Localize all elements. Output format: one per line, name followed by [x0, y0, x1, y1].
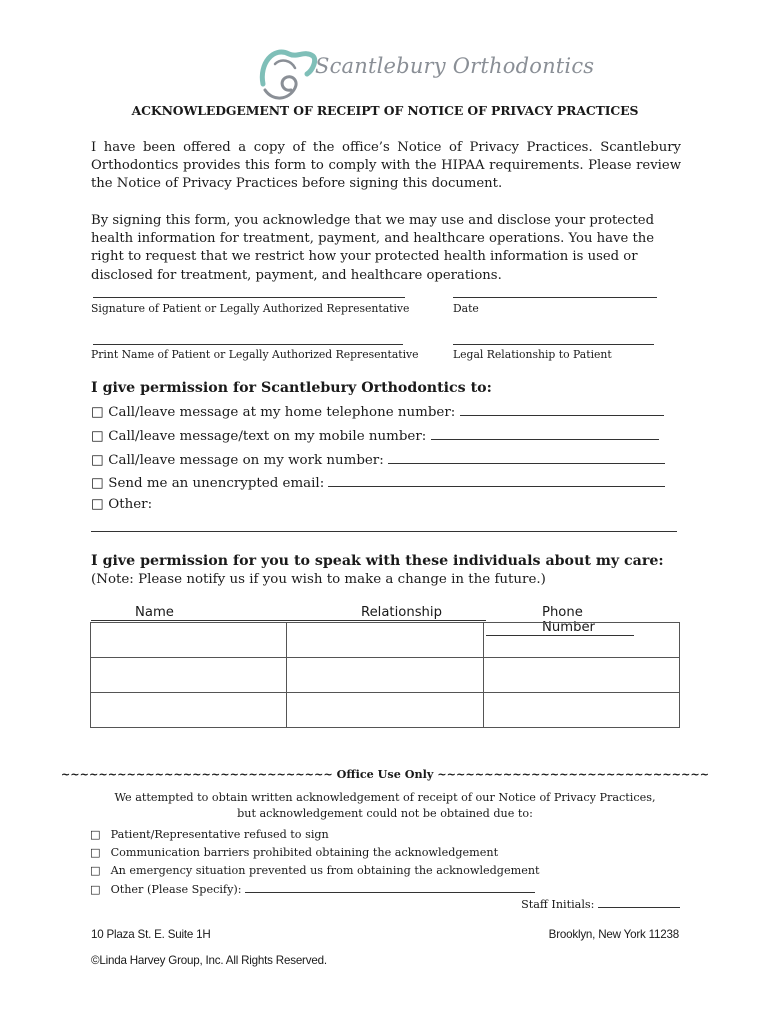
office-item-emergency[interactable] [90, 864, 540, 877]
office-item-label: Communication barriers prohibited obtaining the acknowledgement [110, 846, 499, 859]
date-label: Date [453, 302, 479, 315]
relationship-cell[interactable] [287, 658, 483, 693]
intro-paragraph: I have been offered a copy of the office’s Notice of Privacy Practices. Scantlebury Orthodontics provides this form to comply with the HIPAA requirements. Please review the Notice of Privacy Practices before signing this document. [91, 140, 681, 192]
table-row [91, 693, 680, 728]
address-city: Brooklyn, New York 11238 [548, 928, 679, 941]
care-contacts-table [90, 622, 680, 728]
permissions-heading: I give permission for Scantlebury Orthodontics to: [91, 380, 492, 396]
permission-other[interactable] [91, 497, 152, 512]
email-field[interactable] [328, 474, 665, 487]
relationship-cell[interactable] [287, 623, 483, 658]
relationship-line[interactable] [453, 344, 654, 345]
permission-label: Call/leave message at my home telephone number: [108, 405, 456, 420]
column-header-relationship: Relationship [290, 605, 486, 621]
office-use-description: We attempted to obtain written acknowledgement of receipt of our Notice of Privacy Practices, but acknowledgement could not be obtained due to: [114, 791, 656, 820]
office-use-heading: ~~~~~~~~~~~~~~~~~~~~~~~~~~~~~ Office Use Only ~~~~~~~~~~~~~~~~~~~~~~~~~~~~~ [60, 767, 710, 781]
address-street: 10 Plaza St. E. Suite 1H [91, 928, 211, 941]
staff-initials-field[interactable] [598, 897, 680, 908]
checkbox[interactable]: □ [90, 883, 101, 896]
checkbox[interactable]: □ [91, 453, 104, 468]
logo-text: Scantlebury Orthodontics [315, 54, 595, 78]
permission-label: Other: [108, 497, 153, 512]
home-phone-field[interactable] [460, 403, 664, 416]
name-cell[interactable] [91, 623, 287, 658]
table-row [91, 658, 680, 693]
checkbox[interactable]: □ [90, 846, 101, 859]
column-header-phone: Phone Number [486, 605, 634, 636]
print-name-label: Print Name of Patient or Legally Authorized Representative [91, 348, 419, 361]
permission-label: Call/leave message/text on my mobile number: [108, 429, 427, 444]
document-title: ACKNOWLEDGEMENT OF RECEIPT OF NOTICE OF PRIVACY PRACTICES [131, 103, 639, 118]
checkbox[interactable]: □ [91, 405, 104, 420]
name-cell[interactable] [91, 693, 287, 728]
care-contacts-heading: I give permission for you to speak with these individuals about my care: [91, 553, 664, 569]
office-item-other[interactable] [90, 882, 535, 896]
permission-email[interactable] [91, 474, 665, 491]
care-contacts-note: (Note: Please notify us if you wish to make a change in the future.) [91, 572, 546, 587]
permission-label: Send me an unencrypted email: [108, 476, 325, 491]
column-header-name: Name [91, 605, 290, 621]
office-item-label: Other (Please Specify): [110, 883, 242, 896]
checkbox[interactable]: □ [91, 429, 104, 444]
checkbox[interactable]: □ [91, 497, 104, 512]
checkbox[interactable]: □ [90, 828, 101, 841]
permission-home-phone[interactable] [91, 403, 664, 420]
checkbox[interactable]: □ [91, 476, 104, 491]
staff-initials[interactable] [521, 897, 680, 911]
office-item-label: Patient/Representative refused to sign [110, 828, 329, 841]
consent-paragraph: By signing this form, you acknowledge that we may use and disclose your protected health information for treatment, payment, and healthcare operations. You have the right to request that we restrict how your protected health information is used or disclosed for treatment, payment, and healthcare operations. [91, 213, 655, 283]
phone-cell[interactable] [483, 693, 679, 728]
relationship-cell[interactable] [287, 693, 483, 728]
permission-work-phone[interactable] [91, 451, 665, 468]
staff-initials-label: Staff Initials: [521, 898, 595, 911]
permission-label: Call/leave message on my work number: [108, 453, 384, 468]
other-field-line[interactable] [91, 531, 677, 532]
signature-line[interactable] [93, 297, 405, 298]
office-item-refused[interactable] [90, 828, 329, 841]
office-item-barriers[interactable] [90, 846, 498, 859]
relationship-label: Legal Relationship to Patient [453, 348, 612, 361]
phone-cell[interactable] [483, 623, 679, 658]
table-row [91, 623, 680, 658]
phone-cell[interactable] [483, 658, 679, 693]
checkbox[interactable]: □ [90, 864, 101, 877]
print-name-line[interactable] [93, 344, 403, 345]
copyright-text: ©Linda Harvey Group, Inc. All Rights Reserved. [91, 954, 327, 967]
mobile-field[interactable] [431, 427, 659, 440]
date-line[interactable] [453, 297, 657, 298]
work-phone-field[interactable] [388, 451, 665, 464]
signature-label: Signature of Patient or Legally Authorized Representative [91, 302, 410, 315]
name-cell[interactable] [91, 658, 287, 693]
permission-mobile[interactable] [91, 427, 659, 444]
office-item-label: An emergency situation prevented us from obtaining the acknowledgement [110, 864, 540, 877]
other-specify-field[interactable] [245, 882, 535, 893]
